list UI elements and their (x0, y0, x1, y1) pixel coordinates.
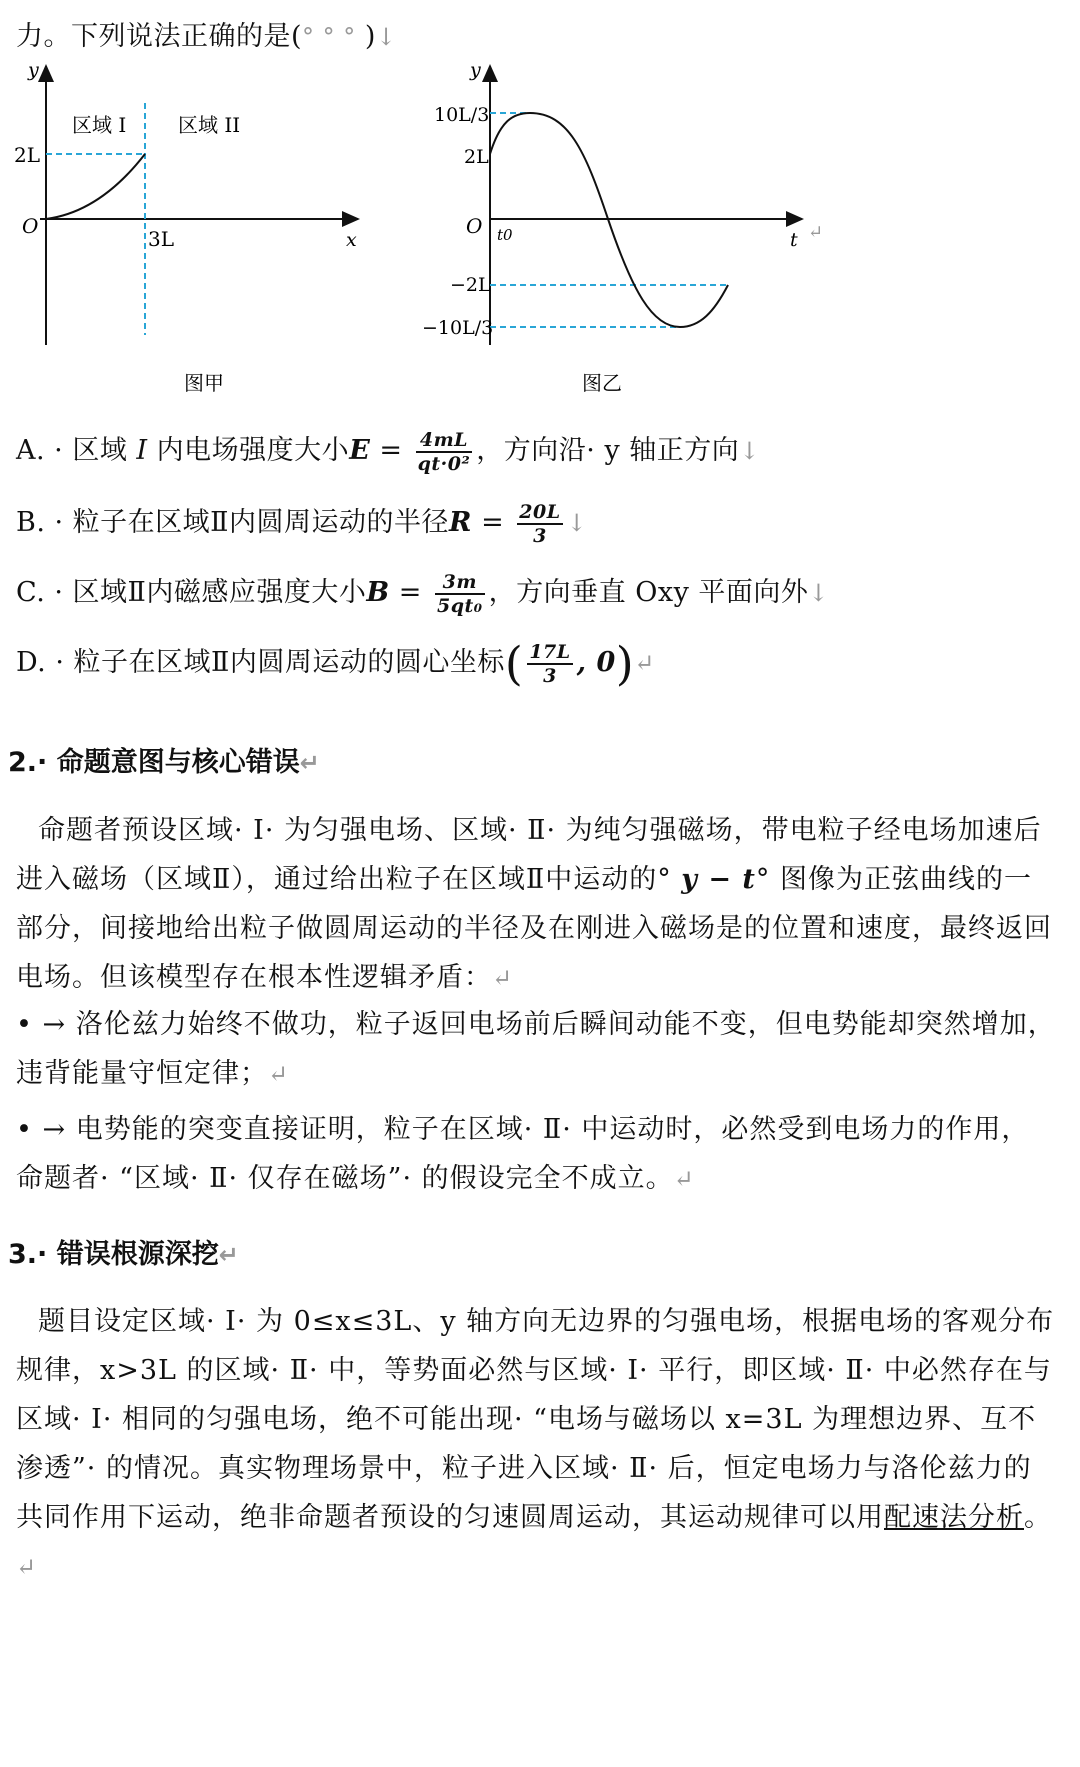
question-stem-end: ) (364, 21, 376, 52)
section-3-paragraph: 题目设定区域· Ⅰ· 为 0≤x≤3L、y 轴方向无边界的匀强电场，根据电场的客观分布规律，x>3L 的区域· Ⅱ· 中，等势面必然与区域· Ⅰ· 平行，即区域· Ⅱ· 中必然存在与区域· Ⅰ· 相同的匀强电场，绝不可能出现· “电场与磁场以 x=3L 为理想边界、互不渗透”· 的情况。真实物理场景中，粒子进入区域· Ⅱ· 后，恒定电场力与洛伦兹力的共同作用下运动，绝非命题者预设的匀速圆周运动，其运动规律可以用配速法分析。↵ (16, 1306, 1055, 1581)
y-tick-10L3: 10L/3 (434, 104, 490, 126)
option-a-symbol: E (349, 435, 371, 466)
option-b-fraction: $\frac{20L}{3}$ (519, 500, 561, 547)
option-d: D. · 粒子在区域Ⅱ内圆周运动的圆心坐标( $\frac{17L}{3}$ , 0)↵ (16, 636, 655, 691)
figure-yi (415, 55, 835, 405)
y-tick-minus-10L3: −10L/3 (422, 317, 494, 339)
option-d-tail: , 0 (576, 647, 616, 678)
option-c-fraction: $\frac{3m}{\text{5qt₀}}$ (437, 570, 483, 617)
option-c-direction: ，方向垂直 Oxy 平面向外 (488, 577, 809, 608)
option-a-region: I (136, 435, 148, 466)
y-tick-2L: 2L (464, 146, 489, 168)
option-b-symbol: R (449, 507, 472, 538)
origin-label: O (466, 214, 483, 238)
region-2-label: 区域 II (178, 113, 241, 137)
y-label: y (28, 59, 39, 81)
option-a-text: 内电场强度大小 (147, 435, 350, 466)
section-2-heading: 2.· 命题意图与核心错误↵ (8, 747, 320, 778)
y-label: y (470, 59, 481, 81)
svg-text:↵: ↵ (808, 222, 824, 243)
t-label: t (790, 229, 798, 251)
section-3-heading: 3.· 错误根源深挖↵ (8, 1239, 239, 1270)
method-link[interactable]: 配速法分析 (884, 1502, 1024, 1533)
figure-jia (0, 55, 420, 405)
x-label: x (346, 229, 357, 251)
option-b: B. · 粒子在区域Ⅱ内圆周运动的半径R = $\frac{20L}{3}$ ↓ (16, 500, 588, 547)
figure-yi-caption: 图乙 (582, 371, 622, 395)
option-a-fraction: $\frac{4mL}{\text{qt·0²}}$ (417, 428, 471, 475)
region-1-label: 区域 I (72, 113, 127, 137)
section-2-bullet-2: • → 电势能的突变直接证明，粒子在区域· Ⅱ· 中运动时，必然受到电场力的作用，命题者· “区域· Ⅱ· 仅存在磁场”· 的假设完全不成立。↵ (16, 1114, 1030, 1194)
option-c-symbol: B (366, 577, 390, 608)
option-c: C. · 区域Ⅱ内磁感应强度大小B = $\frac{3m}{\text{5qt₀}}$ ，方向垂直 Oxy 平面向外↓ (16, 570, 830, 617)
option-a: A. · 区域 I 内电场强度大小E = $\frac{4mL}{\text{qt·0²}}$ ，方向沿· y 轴正方向↓ (16, 428, 760, 475)
y-tick-2L: 2L (14, 143, 41, 167)
option-c-text: C. · 区域Ⅱ内磁感应强度大小 (16, 577, 367, 608)
question-stem: 力。下列说法正确的是(° ° ° )↓ (16, 21, 397, 52)
section-2-bullet-1: • → 洛伦兹力始终不做功，粒子返回电场前后瞬间动能不变，但电势能却突然增加，违背能量守恒定律；↵ (16, 1009, 1056, 1089)
origin-label: O (22, 214, 39, 238)
t0-label: t0 (497, 226, 513, 244)
section-2-paragraph: 命题者预设区域· Ⅰ· 为匀强电场、区域· Ⅱ· 为纯匀强磁场，带电粒子经电场加速后进入磁场（区域Ⅱ），通过给出粒子在区域Ⅱ中运动的° y − t° 图像为正弦曲线的一部分，间接地给出粒子做圆周运动的半径及在刚进入磁场是的位置和速度，最终返回电场。但该模型存在根本性逻辑矛盾：↵ (16, 815, 1052, 993)
option-b-text: B. · 粒子在区域Ⅱ内圆周运动的半径 (16, 507, 450, 538)
option-a-prefix: A. · 区域 (16, 435, 137, 466)
trajectory-curve (46, 154, 145, 219)
y-t-expression: y − t (681, 864, 756, 895)
figure-jia-caption: 图甲 (184, 371, 224, 395)
option-d-text: D. · 粒子在区域Ⅱ内圆周运动的圆心坐标 (16, 647, 505, 678)
y-tick-minus-2L: −2L (450, 274, 491, 296)
question-stem-text: 力。下列说法正确的是( (16, 21, 303, 52)
option-a-direction: ，方向沿· y 轴正方向 (476, 435, 740, 466)
x-tick-3L: 3L (148, 227, 175, 251)
option-d-fraction: $\frac{17L}{3}$ (529, 640, 571, 687)
